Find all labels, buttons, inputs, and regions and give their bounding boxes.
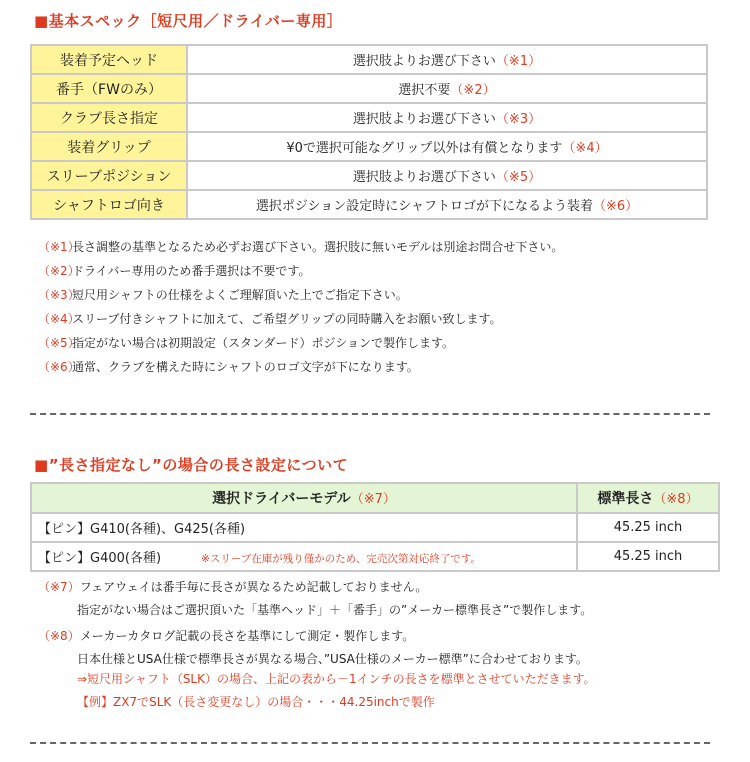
spec-note-num: （※2） — [38, 264, 80, 278]
spec-value-text: 選択肢よりお選び下さい — [352, 170, 496, 185]
spec-label: クラブ長さ指定 — [31, 103, 187, 132]
spec-value-ref: （※6） — [592, 199, 639, 214]
spec-value-ref: （※2） — [450, 83, 496, 98]
section2-title — [34, 454, 348, 475]
spec-note — [38, 334, 454, 351]
spec-value — [187, 103, 707, 132]
length-model-text: 【ピン】G400(各種) — [38, 551, 162, 566]
spec-note-text: ドライバー専用のため番手選択は不要です。 — [72, 264, 311, 278]
note7-line1: フェアウェイは番手毎に長さが異なるため記載しておりません。 — [79, 580, 428, 594]
spec-label: スリーブポジション — [31, 161, 187, 190]
length-model-text: 【ピン】G410(各種)、G425(各種) — [38, 522, 246, 537]
header-length-label: 標準長さ — [597, 491, 654, 507]
note8-line4: 【例】ZX7でSLK（長さ変更なし）の場合・・・44.25inchで製作 — [77, 695, 435, 709]
spec-note-text: スリーブ付きシャフトに加えて、ご希望グリップの同時購入をお願い致します。 — [72, 312, 502, 326]
spec-note-num: （※3） — [38, 288, 80, 302]
spec-note-num: （※1） — [38, 240, 80, 254]
note8-num: （※8） — [38, 629, 80, 643]
length-value: 45.25 inch — [577, 542, 719, 571]
spec-value — [187, 74, 707, 103]
spec-note-num: （※4） — [38, 312, 80, 326]
length-row — [31, 542, 719, 571]
spec-label: 装着予定ヘッド — [31, 45, 187, 74]
spec-note-num: （※6） — [38, 360, 80, 374]
spec-row — [31, 190, 707, 219]
spec-label: 装着グリップ — [31, 132, 187, 161]
spec-note — [38, 238, 563, 255]
spec-value — [187, 161, 707, 190]
length-model-note: ※スリーブ在庫が残り僅かのため、完売次第対応終了です。 — [201, 553, 482, 565]
section2-title-text: ”長さ指定なし”の場合の長さ設定について — [48, 456, 349, 474]
spec-label: 番手（FWのみ） — [31, 74, 187, 103]
length-value: 45.25 inch — [577, 513, 719, 542]
spec-value-text: 選択肢よりお選び下さい — [352, 112, 496, 127]
spec-value-ref: （※5） — [495, 170, 542, 185]
section2-title-square: ■ — [34, 456, 49, 474]
spec-value-text: 選択不要 — [398, 83, 451, 98]
divider-bottom — [30, 742, 710, 744]
note7 — [38, 578, 427, 595]
spec-row — [31, 74, 707, 103]
spec-value-ref: （※4） — [562, 141, 608, 156]
spec-row — [31, 103, 707, 132]
spec-note-text: 短尺用シャフトの仕様をよくご理解頂いた上でご指定下さい。 — [72, 288, 408, 302]
header-length-ref: （※8） — [653, 492, 699, 507]
spec-value-text: 選択ポジション設定時にシャフトロゴが下になるよう装着 — [255, 199, 593, 214]
spec-note — [38, 286, 408, 303]
note7-line2: 指定がない場合はご選択頂いた「基準ヘッド」＋「番手」の”メーカー標準長さ”で製作します。 — [77, 603, 593, 617]
length-model — [31, 542, 577, 571]
spec-note-text: 長さ調整の基準となるため必ずお選び下さい。選択肢に無いモデルは別途お問合せ下さい。 — [72, 240, 564, 254]
spec-value-text: 選択肢よりお選び下さい — [352, 54, 496, 69]
spec-note — [38, 310, 501, 327]
divider — [30, 413, 710, 415]
header-model-ref: （※7） — [350, 492, 396, 507]
length-table — [30, 482, 720, 572]
length-row — [31, 513, 719, 542]
note8-line1: メーカーカタログ記載の長さを基準にして測定・製作します。 — [79, 629, 415, 643]
header-length — [577, 483, 719, 513]
note8-line3: ⇒短尺用シャフト（SLK）の場合、上記の表から－1インチの長さを標準とさせていただきます。 — [77, 672, 596, 686]
spec-table — [30, 44, 708, 220]
spec-value — [187, 132, 707, 161]
spec-row — [31, 132, 707, 161]
length-model — [31, 513, 577, 542]
note8 — [38, 627, 414, 644]
spec-label: シャフトロゴ向き — [31, 190, 187, 219]
spec-value-ref: （※1） — [495, 54, 542, 69]
spec-value — [187, 190, 707, 219]
spec-note — [38, 262, 310, 279]
header-model-label: 選択ドライバーモデル — [212, 491, 351, 507]
spec-value-text: ¥0で選択可能なグリップ以外は有償となります — [286, 141, 563, 156]
section1-title: ■基本スペック［短尺用／ドライバー専用］ — [34, 12, 343, 30]
spec-note-text: 指定がない場合は初期設定（スタンダード）ポジションで製作します。 — [72, 336, 455, 350]
spec-note-num: （※5） — [38, 336, 80, 350]
spec-row — [31, 45, 707, 74]
note8-line2: 日本仕様とUSA仕様で標準長さが異なる場合、”USA仕様のメーカー標準”に合わせております。 — [77, 652, 588, 666]
spec-value — [187, 45, 707, 74]
header-model — [31, 483, 577, 513]
note7-num: （※7） — [38, 580, 80, 594]
spec-note-text: 通常、クラブを構えた時にシャフトのロゴ文字が下になります。 — [72, 360, 419, 374]
spec-note — [38, 358, 419, 375]
spec-row — [31, 161, 707, 190]
spec-value-ref: （※3） — [495, 112, 542, 127]
